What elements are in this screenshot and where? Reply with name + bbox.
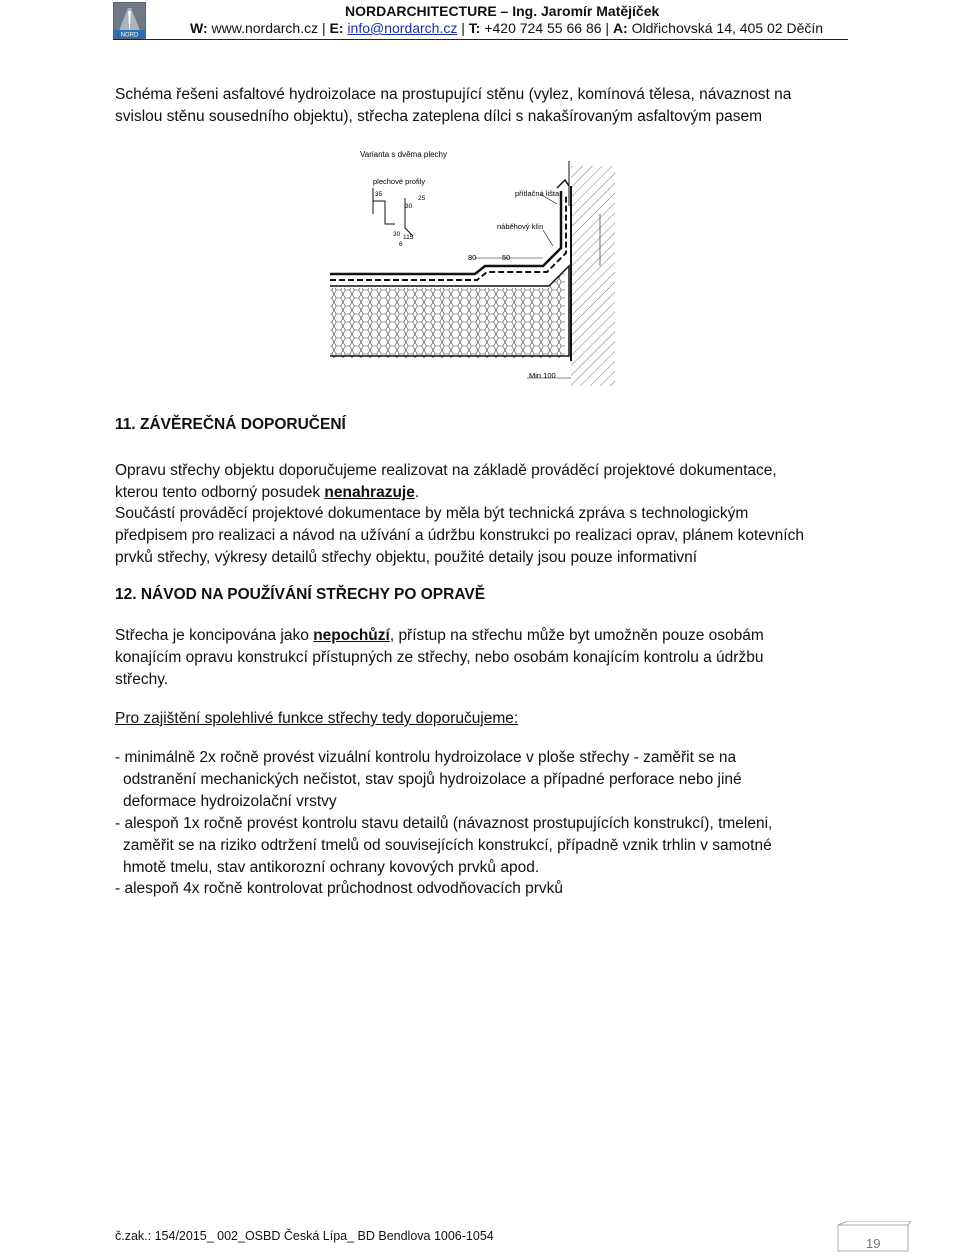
- bullet-1-line-2: odstranění mechanických nečistot, stav spojů hydroizolace a případné perforace nebo jiné: [123, 771, 742, 788]
- section-11-line-3: Součástí prováděcí projektové dokumentace by měla být technická zpráva s technologickým: [115, 505, 749, 522]
- drawing-label-profiles: plechové profily: [373, 177, 426, 186]
- bullet-2-line-2: zaměřit se na riziko odtržení tmelů od souvisejících konstrukcí, případně vznik trhlin v samotné: [123, 837, 772, 854]
- bullet-2: [115, 813, 772, 879]
- section-11-emphasis: nenahrazuje: [324, 484, 415, 501]
- dim-50: 50: [502, 253, 511, 262]
- dim-d4: 30: [393, 231, 401, 238]
- bullet-3: - alespoň 4x ročně kontrolovat průchodnost odvodňovacích prvků: [115, 880, 564, 897]
- bullet-2-line-1: - alespoň 1x ročně provést kontrolu stavu detailů (návaznost prostupujících konstrukcí), tmeleni,: [115, 815, 773, 832]
- phone-number: +420 724 55 66 86: [484, 20, 602, 36]
- intro-line-2: svislou stěnu sousedního objektu), střecha zateplena dílci s nakašírovaným asfaltovým pasem: [115, 108, 763, 125]
- section-11-line-5: prvků střechy, výkresy detailů střechy objektu, použité detaily jsou pouze informativní: [115, 549, 698, 566]
- dim-min100: Min 100: [529, 371, 556, 380]
- footer-text: č.zak.: 154/2015_ 002_OSBD Česká Lípa_ BD Bendlova 1006-1054: [115, 1229, 494, 1243]
- email-label: E:: [329, 20, 344, 36]
- bullet-1-line-1: - minimálně 2x ročně provést vizuální kontrolu hydroizolace v ploše střechy - zaměřit se na: [115, 749, 737, 766]
- dim-d5: 115: [403, 234, 414, 241]
- dim-d6: 6: [399, 241, 403, 248]
- email-link[interactable]: info@nordarch.cz: [347, 20, 458, 36]
- section-12-line-1a: Střecha je koncipována jako: [115, 627, 314, 644]
- logo-text: NORD: [120, 32, 139, 38]
- drawing-title: Varianta s dvěma plechy: [360, 150, 448, 159]
- section-11-line-1: Opravu střechy objektu doporučujeme realizovat na základě prováděcí projektové dokumentace,: [115, 462, 777, 479]
- recommendation-text: Pro zajištění spolehlivé funkce střechy tedy doporučujeme:: [115, 710, 519, 727]
- section-11-line-2c: .: [414, 484, 420, 501]
- section-12-heading: 12. NÁVOD NA POUŽÍVÁNÍ STŘECHY PO OPRAVĚ: [115, 586, 486, 603]
- section-12-line-2: konajícím opravu konstrukcí přístupných ze střechy, nebo osobám konajícím kontrolu a údržbu: [115, 649, 764, 666]
- phone-label: T:: [468, 20, 481, 36]
- roof-detail-drawing: [325, 146, 615, 386]
- section-12-line-1c: , přístup na střechu může byt umožněn pouze osobám: [389, 627, 764, 644]
- recommendation-heading: [115, 708, 518, 730]
- address: Oldřichovská 14, 405 02 Děčín: [631, 20, 824, 36]
- page-number: 19: [866, 1236, 881, 1251]
- dim-d2: 25: [418, 195, 426, 202]
- contact-line: W: www.nordarch.cz | E: info@nordarch.cz | T: +420 724 55 66 86 | A: Oldřichovská 14, 405 02 Děčín: [190, 20, 824, 36]
- section-11-heading: 11. ZÁVĚREČNÁ DOPORUČENÍ: [115, 416, 346, 433]
- company-title: NORDARCHITECTURE – Ing. Jaromír Matějíček: [345, 3, 660, 19]
- intro-line-1: Schéma řešeni asfaltové hydroizolace na prostupující stěnu (vylez, komínová tělesa, návaznost na: [115, 86, 792, 103]
- bullet-2-line-3: hmotě tmelu, stav antikorozní ochrany kovových prvků apod.: [123, 859, 540, 876]
- section-12-line-3: střechy.: [115, 671, 169, 688]
- header-divider: [113, 39, 848, 40]
- dim-80: 80: [468, 253, 477, 262]
- company-logo: [113, 2, 146, 39]
- bullet-1-line-3: deformace hydroizolační vrstvy: [123, 793, 337, 810]
- section-11-line-4: předpisem pro realizaci a návod na užívání a údržbu konstrukci po realizaci oprav, plánem kotevních: [115, 527, 804, 544]
- address-label: A:: [612, 20, 628, 36]
- section-11-line-2: [115, 482, 419, 504]
- dim-d3: 30: [405, 203, 413, 210]
- section-12-emphasis: nepochůzí: [313, 627, 390, 644]
- drawing-label-strip: přítlačná lišta: [515, 189, 560, 198]
- section-11-line-2a: kterou tento odborný posudek: [115, 484, 325, 501]
- dim-d1: 35: [375, 191, 383, 198]
- web-label: W:: [190, 20, 208, 36]
- section-12-line-1: [115, 625, 764, 647]
- drawing-label-wedge: náběhový klín: [497, 222, 544, 231]
- web-address: www.nordarch.cz: [211, 20, 319, 36]
- bullet-1: [115, 747, 742, 813]
